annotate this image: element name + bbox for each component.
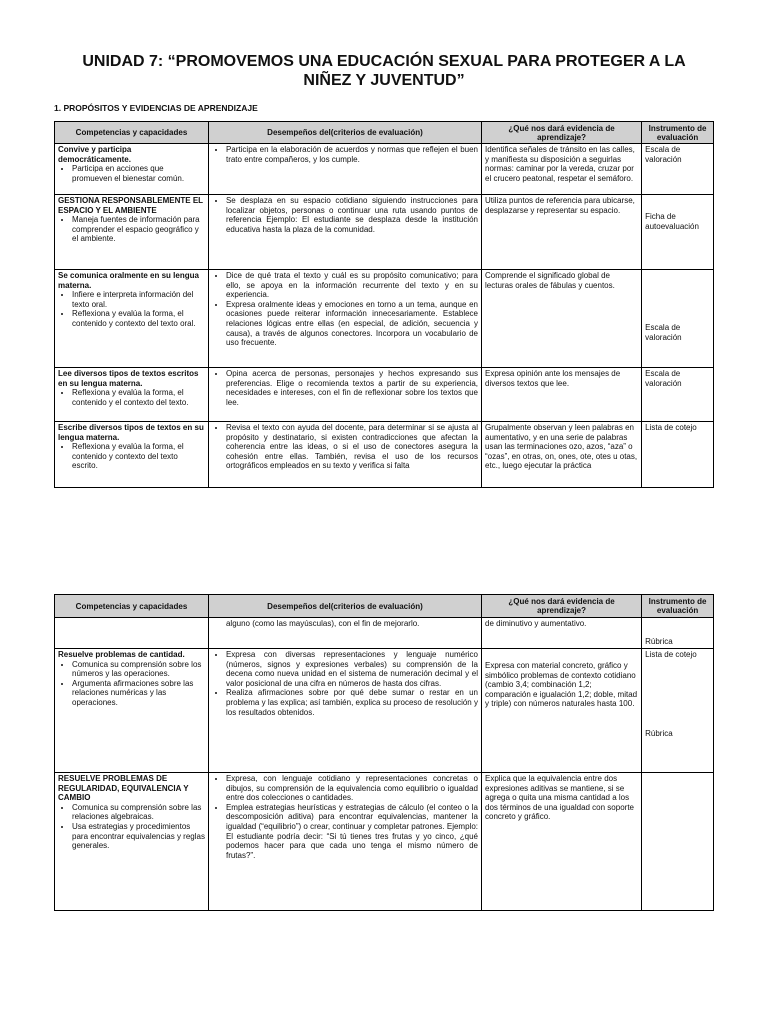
table-row — [55, 195, 714, 270]
performance-item: • Expresa, con lenguaje cotidiano y representaciones concretas o dibujos, su comprensión de la equivalencia como equilibrio o igualdad entre dos colecciones o cantidades. — [226, 774, 478, 803]
table-row — [55, 144, 714, 195]
competence-title: GESTIONA RESPONSABLEMENTE EL ESPACIO Y EL AMBIENTE — [58, 196, 203, 215]
performance-item: • Opina acerca de personas, personajes y hechos expresando sus preferencias. Elige o recomienda textos a partir de su experiencia, necesidades e intereses, con el fin de reflexionar sobre los textos que lee. — [226, 369, 478, 407]
instrument-text: Escala de valoración — [645, 323, 682, 342]
performance-item: • Dice de qué trata el texto y cuál es su propósito comunicativo; para ello, se apoya en la información recurrente del texto y en su experiencia. — [226, 271, 478, 300]
competence-title: Se comunica oralmente en su lengua materna. — [58, 271, 199, 290]
performance-item: • Realiza afirmaciones sobre por qué debe sumar o restar en un problema y las explica; así también, explica su proceso de resolución y los resultados obtenidos. — [226, 688, 478, 717]
header-instrumento: Instrumento de evaluación — [642, 595, 714, 618]
evidence-table-2 — [54, 594, 714, 911]
evidence-text: Identifica señales de tránsito en las calles, y manifiesta su disposición a seguirlas normas: caminar por la vereda, cruzar por el crucero peatonal, respetar el semáforo. — [482, 144, 642, 195]
instrument-text: Rúbrica — [642, 618, 714, 649]
table-row — [55, 773, 714, 911]
page-title: UNIDAD 7: “PROMOVEMOS UNA EDUCACIÓN SEXUAL PARA PROTEGER A LA NIÑEZ Y JUVENTUD” — [82, 53, 686, 89]
capacity-item: • Usa estrategias y procedimientos para encontrar equivalencias y reglas generales. — [72, 822, 205, 851]
instrument-text: Lista de cotejo — [645, 650, 697, 659]
header-evidencia: ¿Qué nos dará evidencia de aprendizaje? — [482, 595, 642, 618]
instrument-text: Escala de valoración — [642, 144, 714, 195]
competence-title: Lee diversos tipos de textos escritos en su lengua materna. — [58, 369, 199, 388]
capacity-item: • Maneja fuentes de información para comprender el espacio geográfico y el ambiente. — [72, 215, 205, 244]
capacity-item: • Reflexiona y evalúa la forma, el contenido y contexto del texto escrito. — [72, 442, 205, 471]
instrument-text: Lista de cotejo — [642, 422, 714, 488]
capacity-item: • Reflexiona y evalúa la forma, el contenido y el contexto del texto. — [72, 388, 205, 407]
table-row — [55, 649, 714, 773]
section-heading: 1. PROPÓSITOS Y EVIDENCIAS DE APRENDIZAJE — [54, 103, 258, 113]
header-desempenos: Desempeños del(criterios de evaluación) — [208, 595, 481, 618]
evidence-text: Expresa con material concreto, gráfico y simbólico problemas de contexto cotidiano (cambio 3,4; combinación 1,2; comparación e igualación 1,2; doble, mitad y triple) con números naturales hasta 100. — [482, 649, 642, 773]
header-desempenos: Desempeños del(criterios de evaluación) — [208, 122, 481, 144]
evidence-text: Explica que la equivalencia entre dos expresiones aditivas se mantiene, si se agrega o quita una misma cantidad a los dos términos de una igualdad con soporte concreto y gráfico. — [482, 773, 642, 911]
performance-item: • Se desplaza en su espacio cotidiano siguiendo instrucciones para localizar objetos, personas o continuar una ruta usando puntos de referencia Ejemplo: El estudiante se desplaza desde la institución educativa hasta la plaza de la comunidad. — [226, 196, 478, 234]
capacity-item: • Comunica su comprensión sobre las relaciones algebraicas. — [72, 803, 205, 822]
table-header-row — [55, 122, 714, 144]
evidence-table-1 — [54, 121, 714, 488]
capacity-item: • Reflexiona y evalúa la forma, el contenido y contexto del texto oral. — [72, 309, 205, 328]
header-evidencia: ¿Qué nos dará evidencia de aprendizaje? — [482, 122, 642, 144]
evidence-text: Comprende el significado global de lecturas orales de fábulas y cuentos. — [482, 270, 642, 368]
performance-item: • Revisa el texto con ayuda del docente, para determinar si se ajusta al propósito y destinatario, si existen contradicciones que afectan la coherencia entre las ideas, o si el uso de conectores asegura la cohesión entre ellas. También, revisa el uso de los recursos ortográficos empleados en su texto y verifica si falta — [226, 423, 478, 471]
performance-item: • Emplea estrategias heurísticas y estrategias de cálculo (el conteo o la descomposición aditiva) para encontrar equivalencias, mantener la igualdad (“equilibrio”) o crear, continuar y completar patrones. Ejemplo: El estudiante podría decir: “Si tú tienes tres frutas y yo cinco, ¿qué podemos hacer para que cada uno tenga el mismo número de frutas?”. — [226, 803, 478, 861]
table-row-continuation — [55, 618, 714, 649]
performance-item: • Participa en la elaboración de acuerdos y normas que reflejen el buen trato entre compañeros, y los cumple. — [226, 145, 478, 164]
competence-title: Escribe diversos tipos de textos en su lengua materna. — [58, 423, 204, 442]
evidence-text: Utiliza puntos de referencia para ubicarse, desplazarse y representar su espacio. — [482, 195, 642, 270]
evidence-text: Grupalmente observan y leen palabras en aumentativo, y en una serie de palabras usan las terminaciones ozo, azos, “aza” o “ozas”, en otras, on, ones, ote, otes u otas, etc., luego ejecutar la práctica — [482, 422, 642, 488]
evidence-continuation: de diminutivo y aumentativo. — [482, 618, 642, 649]
competence-title: Convive y participa democráticamente. — [58, 145, 132, 164]
header-instrumento: Instrumento de evaluación — [642, 122, 714, 144]
instrument-text: Ficha de autoevaluación — [645, 212, 699, 231]
capacity-item: • Participa en acciones que promueven el bienestar común. — [72, 164, 205, 183]
performance-item: • Expresa con diversas representaciones y lenguaje numérico (números, signos y expresiones verbales) su comprensión de la decena como nueva unidad en el sistema de numeración decimal y el valor posicional de una cifra en números de hasta dos cifras. — [226, 650, 478, 688]
instrument-text: Rúbrica — [645, 728, 673, 738]
capacity-item: • Argumenta afirmaciones sobre las relaciones numéricas y las operaciones. — [72, 679, 205, 708]
instrument-text: Escala de valoración — [642, 368, 714, 422]
header-competencias: Competencias y capacidades — [55, 122, 209, 144]
header-competencias: Competencias y capacidades — [55, 595, 209, 618]
competence-title: RESUELVE PROBLEMAS DE REGULARIDAD, EQUIVALENCIA Y CAMBIO — [58, 774, 189, 803]
table-header-row — [55, 595, 714, 618]
instrument-text — [642, 773, 714, 911]
table-row — [55, 270, 714, 368]
table-row — [55, 422, 714, 488]
performance-item: • Expresa oralmente ideas y emociones en torno a un tema, aunque en ocasiones puede reiterar información innecesariamente. Establece relaciones lógicas entre ellas (en especial, de adición, secuencia y causa), a través de algunos conectores. Incorpora un vocabulario de uso frecuente. — [226, 300, 478, 348]
capacity-item: • Infiere e interpreta información del texto oral. — [72, 290, 205, 309]
performance-continuation: alguno (como las mayúsculas), con el fin de mejorarlo. — [208, 618, 481, 649]
evidence-text: Expresa opinión ante los mensajes de diversos textos que lee. — [482, 368, 642, 422]
table-row — [55, 368, 714, 422]
competence-title: Resuelve problemas de cantidad. — [58, 650, 185, 659]
capacity-item: • Comunica su comprensión sobre los números y las operaciones. — [72, 660, 205, 679]
